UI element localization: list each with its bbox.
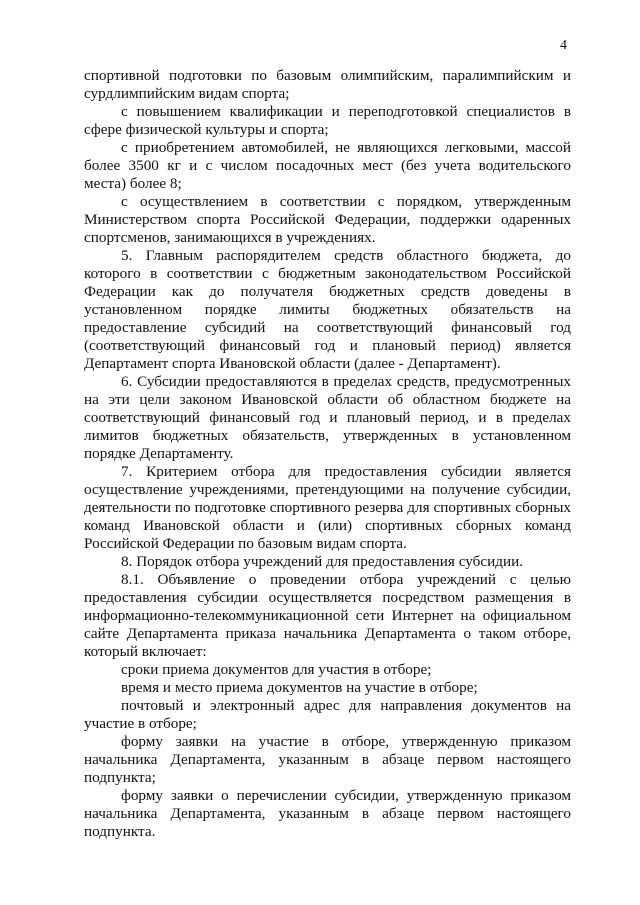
paragraph-list-item: почтовый и электронный адрес для направления документов на участие в отборе; xyxy=(84,697,571,732)
paragraph-clause-6: 6. Субсидии предоставляются в пределах средств, предусмотренных на эти цели законом Ивановской области об областном бюджете на соответствующий финансовый год и плановый период, и в пределах лимитов бюджетных обязательств, утвержденных в установленном порядке Департаменту. xyxy=(84,373,571,462)
document-body xyxy=(84,67,571,841)
paragraph-list-item: с приобретением автомобилей, не являющихся легковыми, массой более 3500 кг и с числом посадочных мест (без учета водительского места) более 8; xyxy=(84,139,571,192)
paragraph-list-item: с повышением квалификации и переподготовкой специалистов в сфере физической культуры и спорта; xyxy=(84,103,571,138)
page-number: 4 xyxy=(560,38,567,53)
paragraph-list-item: с осуществлением в соответствии с порядком, утвержденным Министерством спорта Российской Федерации, поддержки одаренных спортсменов, занимающихся в учреждениях. xyxy=(84,193,571,246)
paragraph-clause-5: 5. Главным распорядителем средств областного бюджета, до которого в соответствии с бюджетным законодательством Российской Федерации как до получателя бюджетных средств доведены в установленном порядке лимиты бюджетных обязательств на предоставление субсидий на соответствующий финансовый год (соответствующий финансовый год и плановый период) является Департамент спорта Ивановской области (далее - Департамент). xyxy=(84,247,571,372)
paragraph-list-continuation: спортивной подготовки по базовым олимпийским, паралимпийским и сурдлимпийским видам спорта; xyxy=(84,67,571,102)
paragraph-list-item: сроки приема документов для участия в отборе; xyxy=(121,661,432,678)
paragraph-clause-8-1: 8.1. Объявление о проведении отбора учреждений с целью предоставления субсидии осуществляется посредством размещения в информационно-телекоммуникационной сети Интернет на официальном сайте Департамента приказа начальника Департамента о таком отборе, который включает: xyxy=(84,571,571,660)
paragraph-list-item: форму заявки о перечислении субсидии, утвержденную приказом начальника Департамента, указанным в абзаце первом настоящего подпункта. xyxy=(84,787,571,840)
paragraph-clause-8: 8. Порядок отбора учреждений для предоставления субсидии. xyxy=(121,553,524,570)
paragraph-list-item: время и место приема документов на участие в отборе; xyxy=(121,679,478,696)
paragraph-list-item: форму заявки на участие в отборе, утвержденную приказом начальника Департамента, указанным в абзаце первом настоящего подпункта; xyxy=(84,733,571,786)
paragraph-clause-7: 7. Критерием отбора для предоставления субсидии является осуществление учреждениями, претендующими на получение субсидии, деятельности по подготовке спортивного резерва для спортивных сборных команд Ивановской области и (или) спортивных сборных команд Российской Федерации по базовым видам спорта. xyxy=(84,463,571,552)
